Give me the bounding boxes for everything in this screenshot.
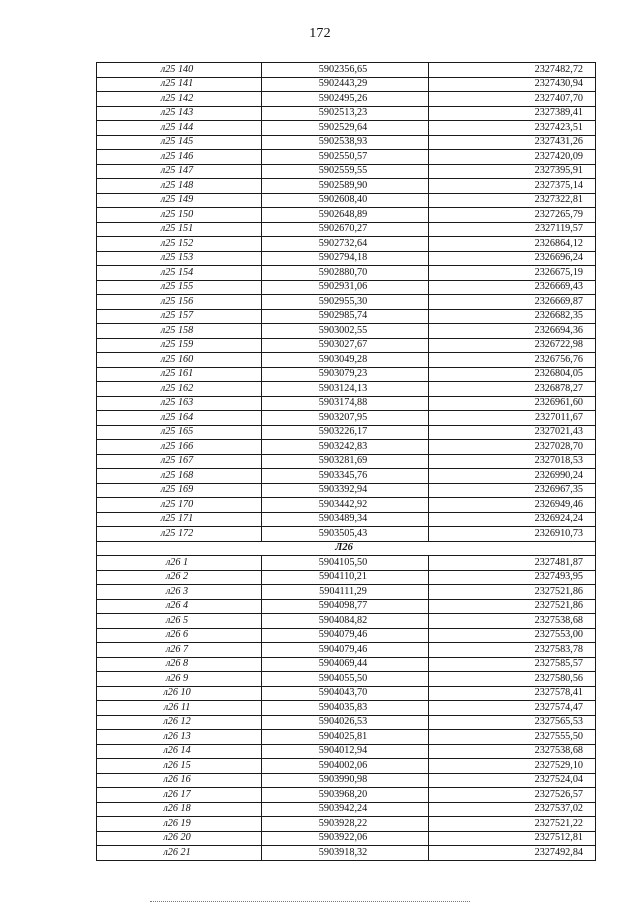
- table-row: [97, 121, 596, 136]
- table-row: [97, 570, 596, 585]
- y-coordinate-cell: 2326924,24: [429, 512, 596, 527]
- point-id-cell: л26 5: [97, 614, 262, 629]
- table-row: [97, 164, 596, 179]
- table-row: [97, 266, 596, 281]
- y-coordinate-cell: 2327395,91: [429, 164, 596, 179]
- y-coordinate-cell: 2326696,24: [429, 251, 596, 266]
- y-coordinate-cell: 2327265,79: [429, 208, 596, 223]
- y-coordinate-cell: 2326756,76: [429, 353, 596, 368]
- y-coordinate-cell: 2327028,70: [429, 440, 596, 455]
- table-row: [97, 411, 596, 426]
- table-row: [97, 280, 596, 295]
- table-row: [97, 92, 596, 107]
- point-id-cell: л25 159: [97, 338, 262, 353]
- point-id-cell: л25 167: [97, 454, 262, 469]
- y-coordinate-cell: 2327521,86: [429, 599, 596, 614]
- y-coordinate-cell: 2327119,57: [429, 222, 596, 237]
- point-id-cell: л26 2: [97, 570, 262, 585]
- table-row: [97, 150, 596, 165]
- x-coordinate-cell: 5904043,70: [262, 686, 429, 701]
- point-id-cell: л25 143: [97, 106, 262, 121]
- x-coordinate-cell: 5903968,20: [262, 788, 429, 803]
- x-coordinate-cell: 5903489,34: [262, 512, 429, 527]
- point-id-cell: л26 17: [97, 788, 262, 803]
- y-coordinate-cell: 2327580,56: [429, 672, 596, 687]
- y-coordinate-cell: 2326949,46: [429, 498, 596, 513]
- x-coordinate-cell: 5903942,24: [262, 802, 429, 817]
- y-coordinate-cell: 2326878,27: [429, 382, 596, 397]
- x-coordinate-cell: 5904098,77: [262, 599, 429, 614]
- page-number: 172: [309, 26, 331, 41]
- x-coordinate-cell: 5903918,32: [262, 846, 429, 861]
- x-coordinate-cell: 5902794,18: [262, 251, 429, 266]
- x-coordinate-cell: 5902529,64: [262, 121, 429, 136]
- x-coordinate-cell: 5904079,46: [262, 628, 429, 643]
- table-row: [97, 382, 596, 397]
- y-coordinate-cell: 2326804,05: [429, 367, 596, 382]
- y-coordinate-cell: 2327512,81: [429, 831, 596, 846]
- table-row: [97, 788, 596, 803]
- x-coordinate-cell: 5903345,76: [262, 469, 429, 484]
- x-coordinate-cell: 5904111,29: [262, 585, 429, 600]
- y-coordinate-cell: 2326694,36: [429, 324, 596, 339]
- y-coordinate-cell: 2326675,19: [429, 266, 596, 281]
- point-id-cell: л25 142: [97, 92, 262, 107]
- y-coordinate-cell: 2327482,72: [429, 63, 596, 78]
- x-coordinate-cell: 5904035,83: [262, 701, 429, 716]
- point-id-cell: л26 13: [97, 730, 262, 745]
- point-id-cell: л25 171: [97, 512, 262, 527]
- point-id-cell: л25 145: [97, 135, 262, 150]
- point-id-cell: л26 15: [97, 759, 262, 774]
- x-coordinate-cell: 5904012,94: [262, 744, 429, 759]
- y-coordinate-cell: 2326961,60: [429, 396, 596, 411]
- table-row: [97, 106, 596, 121]
- table-row: [97, 135, 596, 150]
- y-coordinate-cell: 2327493,95: [429, 570, 596, 585]
- coordinates-table-body: [97, 63, 596, 861]
- x-coordinate-cell: 5904026,53: [262, 715, 429, 730]
- table-row: [97, 527, 596, 542]
- x-coordinate-cell: 5903207,95: [262, 411, 429, 426]
- table-row: [97, 222, 596, 237]
- table-row: [97, 672, 596, 687]
- table-row: [97, 657, 596, 672]
- x-coordinate-cell: 5903442,92: [262, 498, 429, 513]
- y-coordinate-cell: 2327322,81: [429, 193, 596, 208]
- x-coordinate-cell: 5903922,06: [262, 831, 429, 846]
- y-coordinate-cell: 2327585,57: [429, 657, 596, 672]
- point-id-cell: л26 19: [97, 817, 262, 832]
- x-coordinate-cell: 5902538,93: [262, 135, 429, 150]
- y-coordinate-cell: 2326669,87: [429, 295, 596, 310]
- x-coordinate-cell: 5903505,43: [262, 527, 429, 542]
- point-id-cell: л26 9: [97, 672, 262, 687]
- x-coordinate-cell: 5904084,82: [262, 614, 429, 629]
- y-coordinate-cell: 2327492,84: [429, 846, 596, 861]
- point-id-cell: л26 8: [97, 657, 262, 672]
- y-coordinate-cell: 2327529,10: [429, 759, 596, 774]
- y-coordinate-cell: 2327555,50: [429, 730, 596, 745]
- table-row: [97, 295, 596, 310]
- y-coordinate-cell: 2326967,35: [429, 483, 596, 498]
- x-coordinate-cell: 5903392,94: [262, 483, 429, 498]
- y-coordinate-cell: 2326669,43: [429, 280, 596, 295]
- point-id-cell: л25 156: [97, 295, 262, 310]
- x-coordinate-cell: 5903226,17: [262, 425, 429, 440]
- point-id-cell: л25 151: [97, 222, 262, 237]
- y-coordinate-cell: 2327375,14: [429, 179, 596, 194]
- point-id-cell: л25 147: [97, 164, 262, 179]
- table-row: [97, 208, 596, 223]
- table-row: [97, 425, 596, 440]
- table-row: [97, 773, 596, 788]
- point-id-cell: л25 170: [97, 498, 262, 513]
- y-coordinate-cell: 2326910,73: [429, 527, 596, 542]
- table-row: [97, 831, 596, 846]
- point-id-cell: л26 4: [97, 599, 262, 614]
- y-coordinate-cell: 2327431,26: [429, 135, 596, 150]
- table-row: [97, 454, 596, 469]
- x-coordinate-cell: 5903242,83: [262, 440, 429, 455]
- table-row: [97, 759, 596, 774]
- point-id-cell: л25 162: [97, 382, 262, 397]
- y-coordinate-cell: 2327521,86: [429, 585, 596, 600]
- table-row: [97, 802, 596, 817]
- point-id-cell: л25 160: [97, 353, 262, 368]
- table-row: [97, 498, 596, 513]
- x-coordinate-cell: 5902356,65: [262, 63, 429, 78]
- x-coordinate-cell: 5903281,69: [262, 454, 429, 469]
- point-id-cell: л25 158: [97, 324, 262, 339]
- table-row: [97, 469, 596, 484]
- table-row: [97, 628, 596, 643]
- table-row: [97, 309, 596, 324]
- y-coordinate-cell: 2327565,53: [429, 715, 596, 730]
- x-coordinate-cell: 5903002,55: [262, 324, 429, 339]
- y-coordinate-cell: 2326864,12: [429, 237, 596, 252]
- x-coordinate-cell: 5902670,27: [262, 222, 429, 237]
- table-row: [97, 701, 596, 716]
- point-id-cell: л25 144: [97, 121, 262, 136]
- y-coordinate-cell: 2327430,94: [429, 77, 596, 92]
- y-coordinate-cell: 2326682,35: [429, 309, 596, 324]
- x-coordinate-cell: 5902589,90: [262, 179, 429, 194]
- x-coordinate-cell: 5902648,89: [262, 208, 429, 223]
- table-row: [97, 483, 596, 498]
- y-coordinate-cell: 2327583,78: [429, 643, 596, 658]
- point-id-cell: л25 161: [97, 367, 262, 382]
- y-coordinate-cell: 2327524,04: [429, 773, 596, 788]
- x-coordinate-cell: 5902513,23: [262, 106, 429, 121]
- y-coordinate-cell: 2327389,41: [429, 106, 596, 121]
- x-coordinate-cell: 5902955,30: [262, 295, 429, 310]
- point-id-cell: л25 146: [97, 150, 262, 165]
- table-row: [97, 730, 596, 745]
- table-row: [97, 338, 596, 353]
- table-row: [97, 599, 596, 614]
- x-coordinate-cell: 5903928,22: [262, 817, 429, 832]
- x-coordinate-cell: 5904002,06: [262, 759, 429, 774]
- table-row: [97, 585, 596, 600]
- point-id-cell: л25 155: [97, 280, 262, 295]
- table-row: [97, 440, 596, 455]
- point-id-cell: л25 154: [97, 266, 262, 281]
- y-coordinate-cell: 2327011,67: [429, 411, 596, 426]
- point-id-cell: л26 12: [97, 715, 262, 730]
- table-row: [97, 556, 596, 571]
- y-coordinate-cell: 2327018,53: [429, 454, 596, 469]
- table-row: [97, 237, 596, 252]
- x-coordinate-cell: 5902608,40: [262, 193, 429, 208]
- point-id-cell: л25 140: [97, 63, 262, 78]
- point-id-cell: л26 14: [97, 744, 262, 759]
- table-row: [97, 817, 596, 832]
- table-row: [97, 512, 596, 527]
- x-coordinate-cell: 5902443,29: [262, 77, 429, 92]
- point-id-cell: л26 16: [97, 773, 262, 788]
- y-coordinate-cell: 2327526,57: [429, 788, 596, 803]
- table-row: [97, 353, 596, 368]
- section-header-row: [97, 541, 596, 556]
- point-id-cell: л25 164: [97, 411, 262, 426]
- point-id-cell: л26 6: [97, 628, 262, 643]
- x-coordinate-cell: 5902732,64: [262, 237, 429, 252]
- footer-rule: [150, 901, 470, 902]
- y-coordinate-cell: 2327420,09: [429, 150, 596, 165]
- y-coordinate-cell: 2327574,47: [429, 701, 596, 716]
- point-id-cell: л26 1: [97, 556, 262, 571]
- table-row: [97, 846, 596, 861]
- point-id-cell: л26 10: [97, 686, 262, 701]
- point-id-cell: л26 3: [97, 585, 262, 600]
- y-coordinate-cell: 2326722,98: [429, 338, 596, 353]
- point-id-cell: л25 149: [97, 193, 262, 208]
- point-id-cell: л25 165: [97, 425, 262, 440]
- table-row: [97, 179, 596, 194]
- table-row: [97, 251, 596, 266]
- x-coordinate-cell: 5903027,67: [262, 338, 429, 353]
- x-coordinate-cell: 5903124,13: [262, 382, 429, 397]
- y-coordinate-cell: 2327521,22: [429, 817, 596, 832]
- y-coordinate-cell: 2327423,51: [429, 121, 596, 136]
- point-id-cell: л25 168: [97, 469, 262, 484]
- table-row: [97, 324, 596, 339]
- point-id-cell: л25 163: [97, 396, 262, 411]
- y-coordinate-cell: 2327407,70: [429, 92, 596, 107]
- y-coordinate-cell: 2327538,68: [429, 744, 596, 759]
- x-coordinate-cell: 5903049,28: [262, 353, 429, 368]
- x-coordinate-cell: 5902559,55: [262, 164, 429, 179]
- x-coordinate-cell: 5904110,21: [262, 570, 429, 585]
- table-row: [97, 643, 596, 658]
- table-row: [97, 63, 596, 78]
- x-coordinate-cell: 5902931,06: [262, 280, 429, 295]
- table-row: [97, 744, 596, 759]
- y-coordinate-cell: 2327021,43: [429, 425, 596, 440]
- point-id-cell: л25 166: [97, 440, 262, 455]
- point-id-cell: л26 20: [97, 831, 262, 846]
- table-row: [97, 614, 596, 629]
- x-coordinate-cell: 5902880,70: [262, 266, 429, 281]
- point-id-cell: л25 150: [97, 208, 262, 223]
- x-coordinate-cell: 5902550,57: [262, 150, 429, 165]
- table-row: [97, 77, 596, 92]
- y-coordinate-cell: 2327578,41: [429, 686, 596, 701]
- table-row: [97, 193, 596, 208]
- table-row: [97, 367, 596, 382]
- coordinates-table: [96, 62, 596, 861]
- x-coordinate-cell: 5903174,88: [262, 396, 429, 411]
- x-coordinate-cell: 5902985,74: [262, 309, 429, 324]
- x-coordinate-cell: 5903990,98: [262, 773, 429, 788]
- point-id-cell: л25 157: [97, 309, 262, 324]
- y-coordinate-cell: 2326990,24: [429, 469, 596, 484]
- y-coordinate-cell: 2327538,68: [429, 614, 596, 629]
- y-coordinate-cell: 2327537,02: [429, 802, 596, 817]
- point-id-cell: л25 152: [97, 237, 262, 252]
- point-id-cell: л25 141: [97, 77, 262, 92]
- point-id-cell: л25 172: [97, 527, 262, 542]
- point-id-cell: л25 153: [97, 251, 262, 266]
- y-coordinate-cell: 2327481,87: [429, 556, 596, 571]
- table-row: [97, 715, 596, 730]
- table-row: [97, 396, 596, 411]
- x-coordinate-cell: 5904079,46: [262, 643, 429, 658]
- point-id-cell: л26 21: [97, 846, 262, 861]
- table-row: [97, 686, 596, 701]
- x-coordinate-cell: 5904025,81: [262, 730, 429, 745]
- x-coordinate-cell: 5904069,44: [262, 657, 429, 672]
- point-id-cell: л25 169: [97, 483, 262, 498]
- point-id-cell: л26 7: [97, 643, 262, 658]
- point-id-cell: л25 148: [97, 179, 262, 194]
- section-title: Л26: [97, 541, 596, 556]
- x-coordinate-cell: 5902495,26: [262, 92, 429, 107]
- point-id-cell: л26 18: [97, 802, 262, 817]
- x-coordinate-cell: 5903079,23: [262, 367, 429, 382]
- point-id-cell: л26 11: [97, 701, 262, 716]
- y-coordinate-cell: 2327553,00: [429, 628, 596, 643]
- x-coordinate-cell: 5904105,50: [262, 556, 429, 571]
- x-coordinate-cell: 5904055,50: [262, 672, 429, 687]
